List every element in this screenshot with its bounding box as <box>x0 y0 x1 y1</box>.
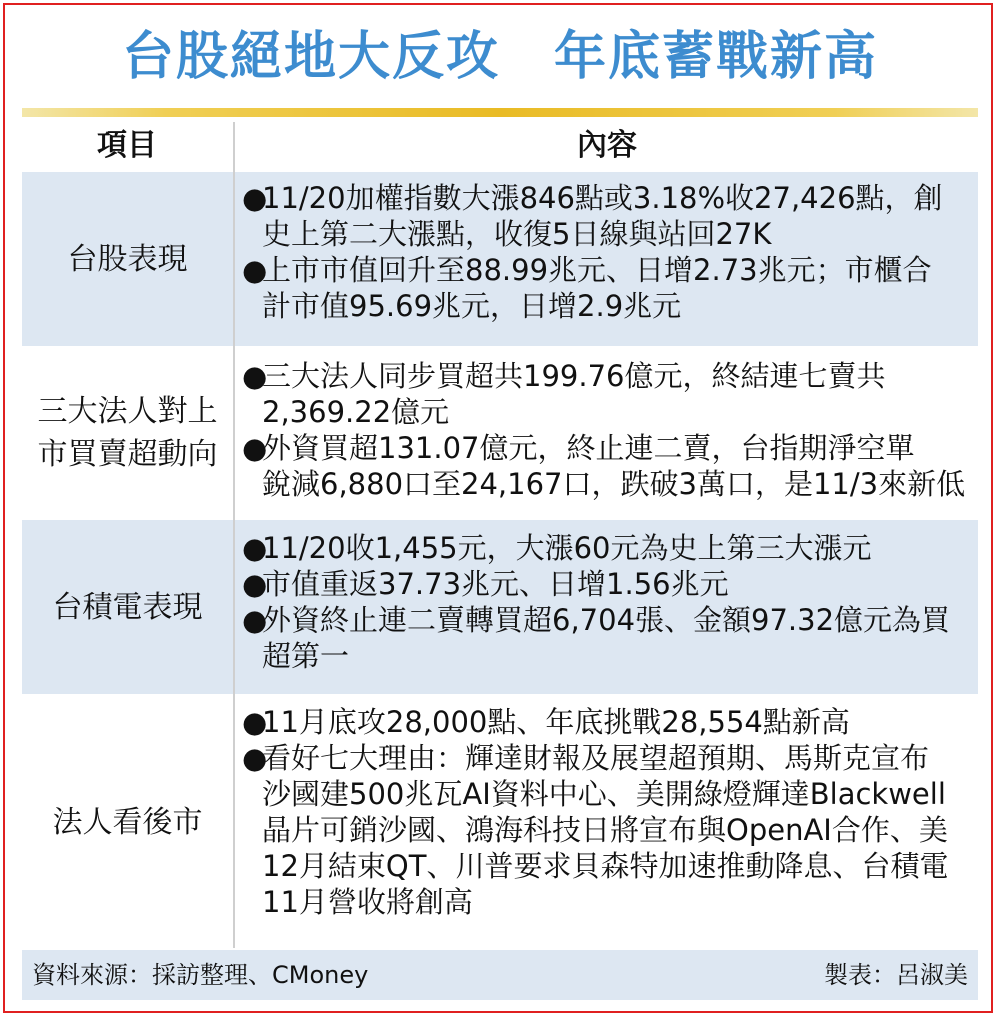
row-label-line: 三大法人對上 <box>37 394 218 429</box>
bullet-line: 上市市值回升至88.99兆元、日增2.73兆元；市櫃合 <box>262 253 932 287</box>
bullet-line: 12月結束QT、川普要求貝森特加速推動降息、台積電 <box>262 849 949 883</box>
bullet-line: 11月底攻28,000點、年底挑戰28,554點新高 <box>262 705 850 739</box>
title-underline <box>22 108 978 117</box>
bullet-line: 史上第二大漲點，收復5日線與站回27K <box>262 217 772 251</box>
row-label-line: 法人看後市 <box>52 804 203 840</box>
bullet-item <box>242 252 974 324</box>
table-row <box>22 520 978 694</box>
bullet-line: 11月營收將創高 <box>262 885 473 919</box>
bullet-line: 市值重返37.73兆元、日增1.56兆元 <box>262 567 729 601</box>
bullet-line: 外資買超131.07億元，終止連二賣，台指期淨空單 <box>262 431 915 465</box>
row-content <box>242 530 974 674</box>
row-content <box>242 180 974 324</box>
row-label-line: 市買賣超動向 <box>37 437 218 472</box>
bullet-item <box>242 180 974 252</box>
row-label-line: 台股表現 <box>67 241 188 277</box>
bullet-item <box>242 358 974 430</box>
bullet-dot-icon: ● <box>242 181 268 215</box>
row-label-line: 台積電表現 <box>52 589 203 625</box>
bullet-line: 2,369.22億元 <box>262 395 450 429</box>
row-label-text <box>53 586 203 629</box>
footer <box>22 950 978 1000</box>
bullet-dot-icon: ● <box>242 705 268 739</box>
row-label-text <box>53 801 203 844</box>
maker-note: 製表：呂淑美 <box>824 961 968 989</box>
table-row <box>22 172 978 346</box>
bullet-line: 11/20收1,455元，大漲60元為史上第三大漲元 <box>262 531 872 565</box>
bullet-dot-icon: ● <box>242 603 268 637</box>
bullet-dot-icon: ● <box>242 253 268 287</box>
row-content <box>242 704 974 920</box>
bullet-item <box>242 704 974 740</box>
row-label <box>22 172 233 346</box>
bullet-item <box>242 430 974 502</box>
bullet-item <box>242 602 974 674</box>
row-label-text <box>68 238 188 281</box>
bullet-dot-icon: ● <box>242 567 268 601</box>
table-row <box>22 348 978 518</box>
header-content: 內容 <box>577 128 637 163</box>
row-label <box>22 696 233 948</box>
bullet-dot-icon: ● <box>242 359 268 393</box>
row-content <box>242 358 974 502</box>
row-label <box>22 348 233 518</box>
header-item: 項目 <box>97 128 157 163</box>
bullet-line: 外資終止連二賣轉買超6,704張、金額97.32億元為買 <box>262 603 951 637</box>
row-label <box>22 520 233 694</box>
bullet-dot-icon: ● <box>242 431 268 465</box>
page-title: 台股絕地大反攻 年底蓄戰新高 <box>121 27 878 87</box>
bullet-item <box>242 740 974 920</box>
bullet-line: 看好七大理由：輝達財報及展望超預期、馬斯克宣布 <box>262 741 930 775</box>
source-note: 資料來源：採訪整理、CMoney <box>32 961 369 989</box>
bullet-dot-icon: ● <box>242 531 268 565</box>
bullet-dot-icon: ● <box>242 741 268 775</box>
bullet-line: 沙國建500兆瓦AI資料中心、美開綠燈輝達Blackwell <box>262 777 946 811</box>
bullet-line: 三大法人同步買超共199.76億元，終結連七賣共 <box>262 359 886 393</box>
bullet-line: 晶片可銷沙國、鴻海科技日將宣布與OpenAI合作、美 <box>262 813 948 847</box>
bullet-line: 超第一 <box>262 639 350 673</box>
bullet-line: 銳減6,880口至24,167口，跌破3萬口，是11/3來新低 <box>262 467 966 501</box>
bullet-line: 11/20加權指數大漲846點或3.18%收27,426點，創 <box>262 181 943 215</box>
bullet-line: 計市值95.69兆元，日增2.9兆元 <box>262 289 682 323</box>
row-label-text <box>38 390 218 476</box>
bullet-item <box>242 566 974 602</box>
column-divider <box>233 122 235 948</box>
bullet-item <box>242 530 974 566</box>
table-row <box>22 696 978 948</box>
